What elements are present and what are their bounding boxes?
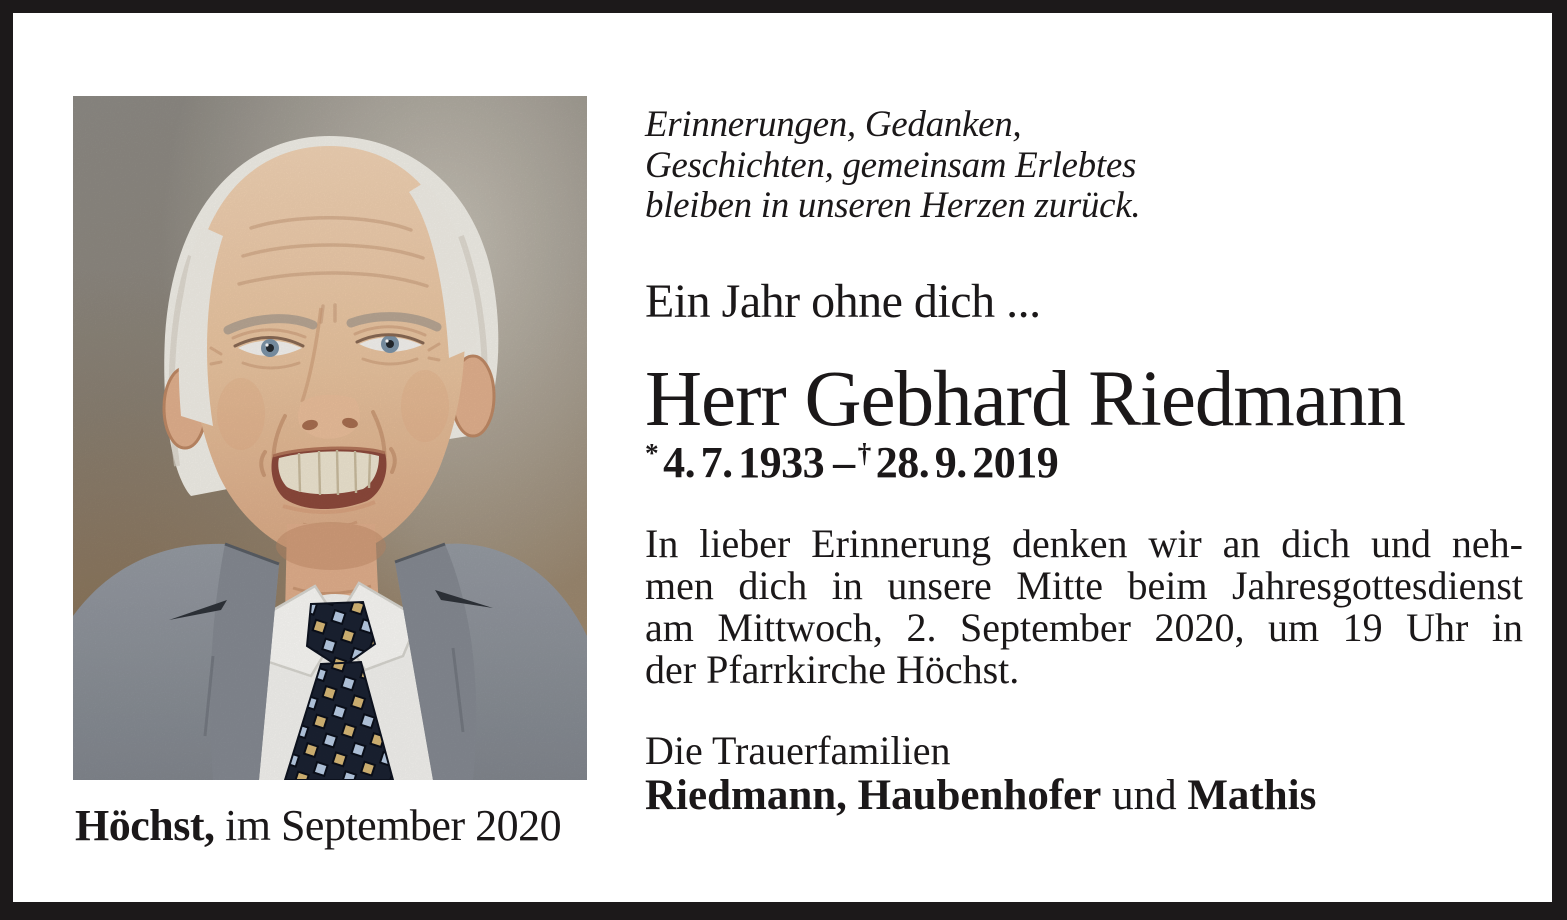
date-label: im September 2020 [225,801,562,850]
memorial-quote [645,105,1523,227]
memorial-line: men dich in unsere Mitte beim Jahresgottesdienst [645,563,1523,608]
death-date: 28. 9. 2019 [875,438,1059,487]
quote-line: Erinnerungen, Gedanken, [645,104,1022,145]
family-names-bold: Mathis [1187,772,1317,819]
quote-line: bleiben in unseren Herzen zurück. [645,185,1141,226]
memorial-line: In lieber Erinnerung denken wir an dich und neh- [645,521,1523,566]
life-dates [645,437,1523,488]
place-and-date [75,802,561,850]
death-symbol: † [857,438,871,468]
family-names-bold: Riedmann, Haubenhofer [645,772,1102,819]
birth-date: 4. 7. 1933 [663,438,825,487]
birth-symbol: * [645,438,659,468]
memorial-paragraph [645,523,1523,691]
family-names-conjunction: und [1112,772,1177,819]
memorial-line: der Pfarrkirche Höchst. [645,647,1020,692]
place-label: Höchst, [75,801,215,850]
families-names [645,772,1523,819]
portrait-photo [73,96,587,780]
quote-line: Geschichten, gemeinsam Erlebtes [645,144,1137,186]
dates-separator: – [833,438,855,487]
deceased-name: Herr Gebhard Riedmann [645,356,1405,443]
memorial-line: am Mittwoch, 2. September 2020, um 19 Uhr in [645,605,1523,650]
families-label: Die Trauerfamilien [645,728,951,773]
intro-line: Ein Jahr ohne dich ... [645,275,1041,328]
